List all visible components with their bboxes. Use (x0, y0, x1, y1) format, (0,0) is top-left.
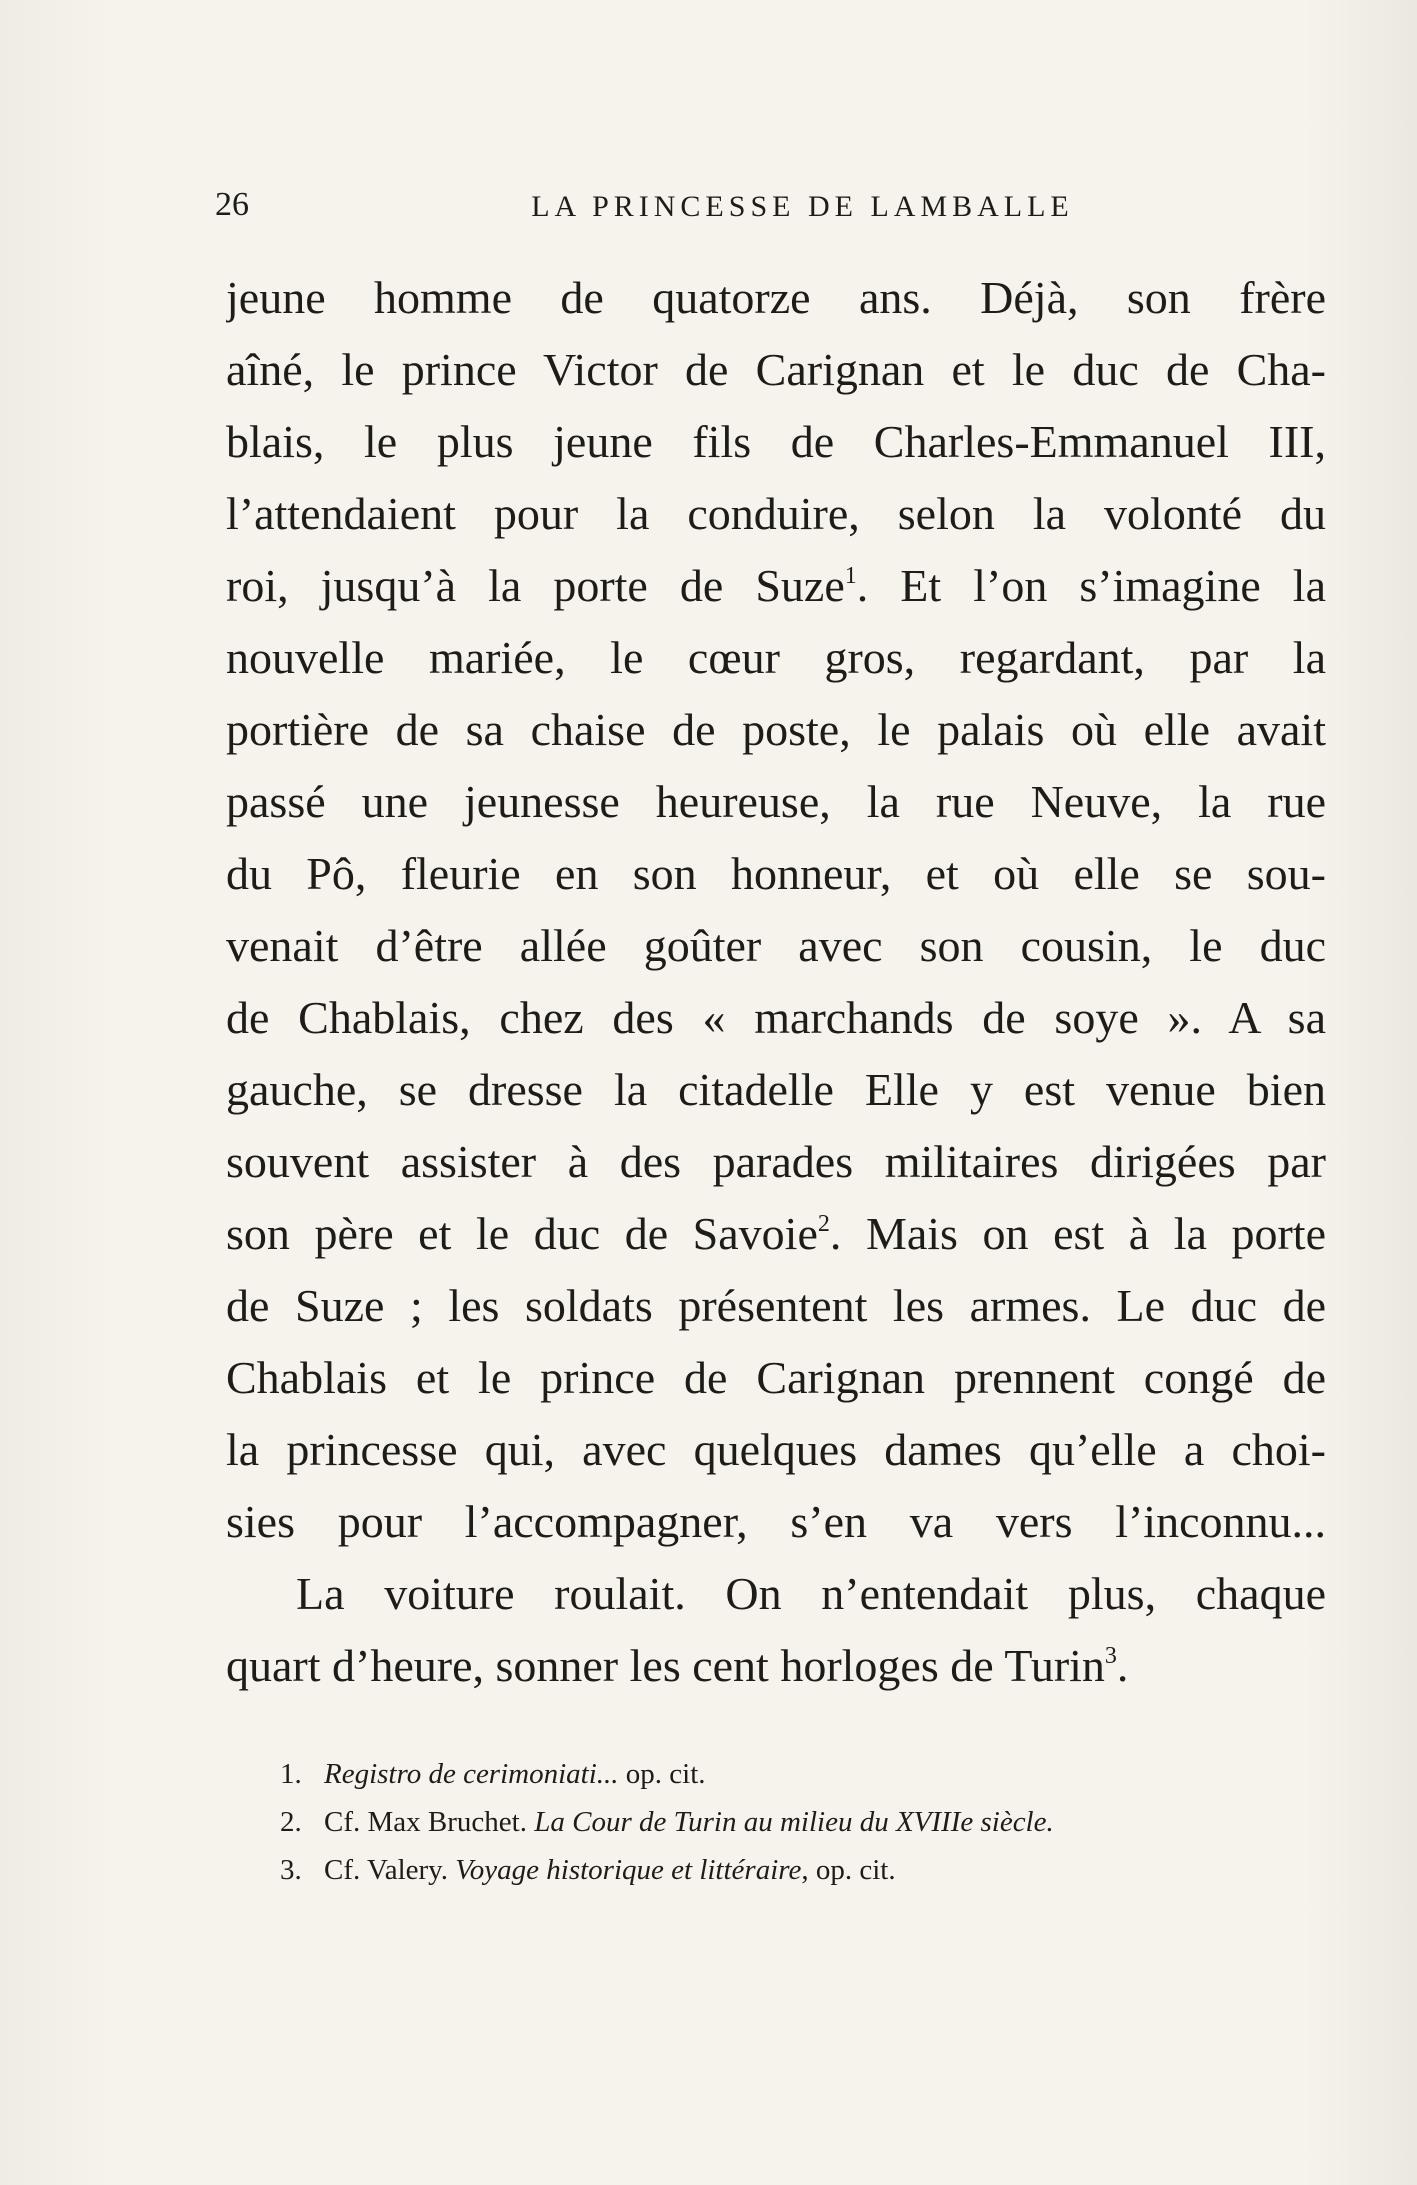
footnote: 3. Cf. Valery. Voyage historique et littéraire, op. cit. (280, 1846, 1340, 1894)
footnote-number: 3. (280, 1854, 302, 1886)
footnote-ref: 1 (844, 563, 857, 589)
footnote-title: Registro de cerimoniati... (324, 1758, 619, 1790)
body-text (226, 262, 1326, 1702)
page-number: 26 (215, 186, 249, 223)
text-line: la princesse qui, avec quelques dames qu’elle a choi- (226, 1424, 1326, 1475)
text-line: La voiture roulait. On n’entendait plus, chaque (296, 1568, 1326, 1619)
text-line: gauche, se dresse la citadelle Elle y est venue bien (226, 1064, 1326, 1115)
text-line: son père et le duc de Savoie$^2$. Mais on est à la porte (226, 1208, 1326, 1259)
text-line: souvent assister à des parades militaires dirigées par (226, 1136, 1326, 1187)
text-line: passé une jeunesse heureuse, la rue Neuve, la rue (226, 776, 1326, 827)
text-line: aîné, le prince Victor de Carignan et le duc de Cha- (226, 344, 1326, 395)
footnote-ref: 3 (1104, 1643, 1117, 1669)
text-line: de Chablais, chez des « marchands de soye ». A sa (226, 992, 1326, 1043)
page-header (215, 186, 1330, 236)
footnote: 1. Registro de cerimoniati... op. cit. (280, 1750, 1340, 1798)
text-line: venait d’être allée goûter avec son cousin, le duc (226, 920, 1326, 971)
footnote: 2. Cf. Max Bruchet. La Cour de Turin au milieu du XVIIIe siècle. (280, 1798, 1340, 1846)
text-line: de Suze ; les soldats présentent les armes. Le duc de (226, 1280, 1326, 1331)
text-line: nouvelle mariée, le cœur gros, regardant, par la (226, 632, 1326, 683)
footnote-title: La Cour de Turin au milieu du XVIIIe siècle. (534, 1806, 1054, 1838)
text-line: roi, jusqu’à la porte de Suze$^1$. Et l’on s’imagine la (226, 560, 1326, 611)
text-line: l’attendaient pour la conduire, selon la volonté du (226, 488, 1326, 539)
text-line: du Pô, fleurie en son honneur, et où elle se sou- (226, 848, 1326, 899)
text-line: portière de sa chaise de poste, le palais où elle avait (226, 704, 1326, 755)
footnotes (280, 1750, 1340, 1894)
footnote-number: 1. (280, 1758, 302, 1790)
text-line: jeune homme de quatorze ans. Déjà, son frère (226, 272, 1326, 323)
footnote-ref: 2 (817, 1211, 830, 1237)
text-line: Chablais et le prince de Carignan prennent congé de (226, 1352, 1326, 1403)
footnote-number: 2. (280, 1806, 302, 1838)
text-line: blais, le plus jeune fils de Charles-Emmanuel III, (226, 416, 1326, 467)
running-title: LA PRINCESSE DE LAMBALLE (531, 190, 1074, 223)
text-line: quart d’heure, sonner les cent horloges de Turin$^3$. (226, 1640, 1129, 1691)
text-line: sies pour l’accompagner, s’en va vers l’inconnu... (226, 1496, 1326, 1547)
footnote-title: Voyage historique et littéraire (455, 1854, 802, 1886)
